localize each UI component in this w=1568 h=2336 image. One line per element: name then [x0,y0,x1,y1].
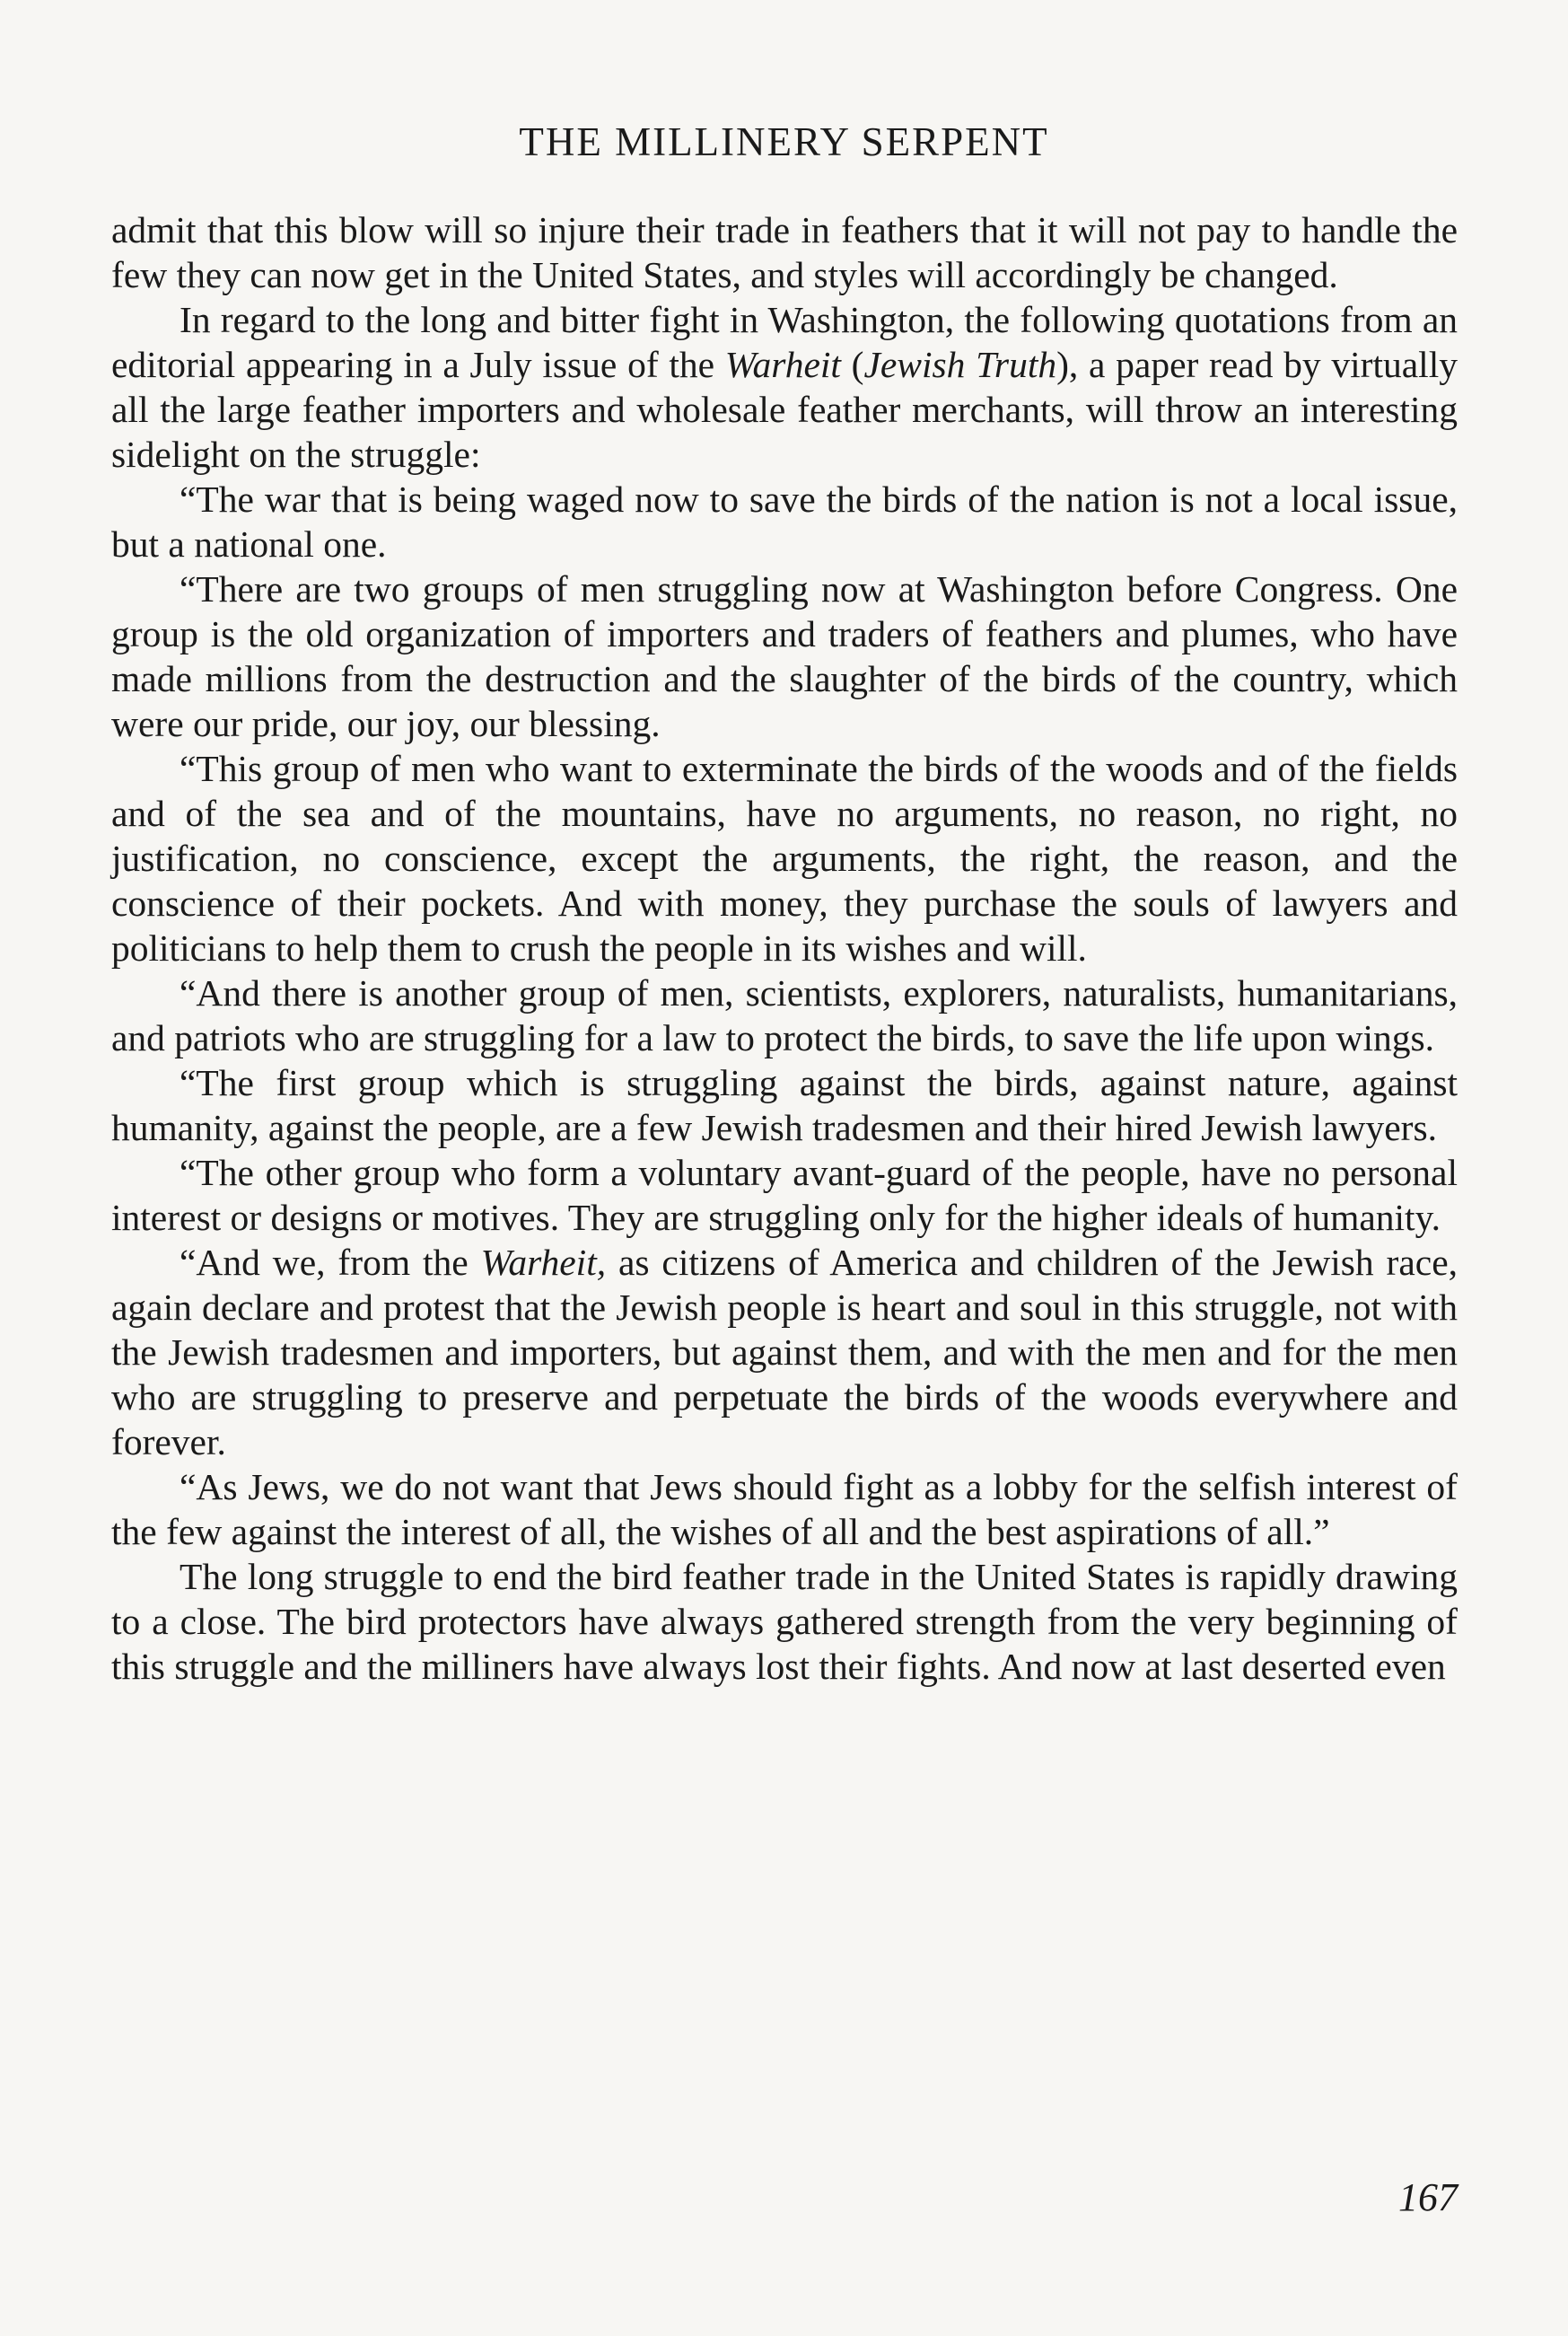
paragraph-text: as citizens of America and children of the Jewish race, again declare and protest that the Jewish people is heart and soul in this struggle, not with the Jewish tradesmen and importers, but against them, and with the men and for the men who are struggling to preserve and perpetuate the birds of the woods everywhere and forever. [111,1242,1458,1462]
paragraph-conclusion: The long struggle to end the bird feather trade in the United States is rapidly drawing to a close. The bird protectors have always gathered strength from the very beginning of this struggle and the milliners have always lost their fights. And now at last deserted even [111,1556,1458,1687]
page-number: 167 [1398,2175,1458,2219]
paragraph-introduction [111,297,1458,477]
running-title: THE MILLINERY SERPENT [519,119,1049,164]
quote-paragraph: “As Jews, we do not want that Jews should fight as a lobby for the selfish interest of the few against the interest of all, the wishes of all and the best aspirations of all.” [111,1466,1458,1552]
body-text [111,207,1458,1689]
paragraph-text: “And we, from the [180,1242,481,1283]
quote-paragraph: “This group of men who want to exterminate the birds of the woods and of the fields and of the sea and of the mountains, have no arguments, no reason, no right, no justification, no conscience, except the arguments, the right, the reason, and the conscience of their pockets. And with money, they purchase the souls of lawyers and politicians to help them to crush the people in its wishes and will. [111,748,1458,969]
newspaper-title: Warheit [724,344,841,385]
paragraph-continuation: admit that this blow will so injure their trade in feathers that it will not pay to handle the few they can now get in the United States, and styles will accordingly be changed. [111,209,1458,295]
quote-paragraph: “And there is another group of men, scientists, explorers, naturalists, humanitarians, and patriots who are struggling for a law to protect the birds, to save the life upon wings. [111,972,1458,1058]
quote-paragraph: “The war that is being waged now to save the birds of the nation is not a local issue, but a national one. [111,479,1458,565]
paragraph-text: ), a paper read by virtually all the large feather importers and wholesale feather merchants, will throw an interesting sidelight on the struggle: [111,344,1458,475]
newspaper-title: Warheit, [480,1242,607,1283]
quote-paragraph: “There are two groups of men struggling now at Washington before Congress. One group is the old organization of importers and traders of feathers and plumes, who have made millions from the destruction and the slaughter of the birds of the country, which were our pride, our joy, our blessing. [111,568,1458,744]
paragraph-text: ( [840,344,864,385]
paragraph-text: In regard to the long and bitter fight in Washington, the following quotations from an editorial appearing in a July issue of the [111,299,1458,385]
quote-paragraph: “The other group who form a voluntary avant-guard of the people, have no personal interest or designs or motives. They are struggling only for the higher ideals of humanity. [111,1152,1458,1238]
newspaper-title-translation: Jewish Truth [863,344,1057,385]
quote-paragraph: “The first group which is struggling against the birds, against nature, against humanity, against the people, are a few Jewish tradesmen and their hired Jewish lawyers. [111,1062,1458,1148]
quote-paragraph [111,1240,1458,1464]
